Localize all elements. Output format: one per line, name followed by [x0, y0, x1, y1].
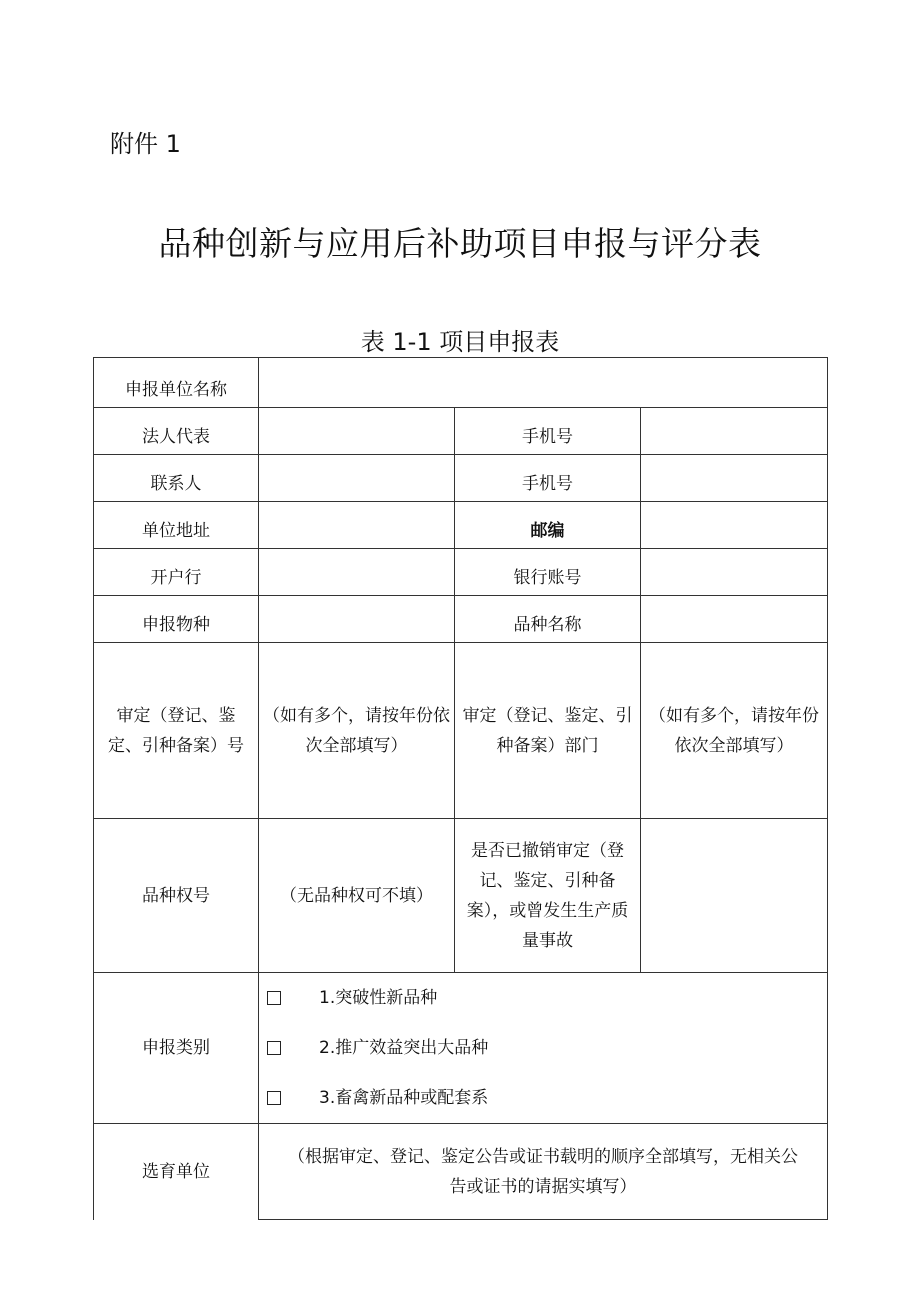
category-option[interactable]	[265, 973, 821, 1023]
checkbox[interactable]	[267, 1041, 281, 1055]
attachment-label: 附件 1	[110, 130, 181, 158]
approval-department-field[interactable]: （如有多个，请按年份依次全部填写）	[641, 643, 828, 819]
table-row	[94, 973, 828, 1124]
category-options	[259, 973, 828, 1124]
table-row	[94, 358, 828, 408]
address-label: 单位地址	[94, 502, 259, 549]
species-field[interactable]	[259, 596, 455, 643]
table-row	[94, 596, 828, 643]
table-row	[94, 643, 828, 819]
category-option[interactable]	[265, 1023, 821, 1073]
table-title: 表 1-1 项目申报表	[360, 328, 560, 356]
legal-rep-phone-field[interactable]	[641, 408, 828, 455]
table-row	[94, 455, 828, 502]
address-field[interactable]	[259, 502, 455, 549]
breeder-label: 选育单位	[94, 1124, 259, 1220]
legal-rep-phone-label: 手机号	[455, 408, 641, 455]
page-title: 品种创新与应用后补助项目申报与评分表	[158, 224, 762, 263]
bank-label: 开户行	[94, 549, 259, 596]
category-label: 申报类别	[94, 973, 259, 1124]
postcode-field[interactable]	[641, 502, 828, 549]
category-option[interactable]	[265, 1073, 821, 1123]
checkbox[interactable]	[267, 1091, 281, 1105]
pvr-number-label: 品种权号	[94, 819, 259, 973]
contact-field[interactable]	[259, 455, 455, 502]
variety-name-label: 品种名称	[455, 596, 641, 643]
breeder-hint-line: （根据审定、登记、鉴定公告或证书载明的顺序全部填写，无相关公	[288, 1146, 798, 1167]
approval-department-label: 审定（登记、鉴定、引种备案）部门	[455, 643, 641, 819]
applicant-label: 申报单位名称	[94, 358, 259, 408]
category-option-label: 2.推广效益突出大品种	[319, 1038, 489, 1058]
table-row	[94, 502, 828, 549]
revocation-accident-label: 是否已撤销审定（登记、鉴定、引种备案），或曾发生生产质量事故	[455, 819, 641, 973]
postcode-label: 邮编	[455, 502, 641, 549]
table-row	[94, 549, 828, 596]
contact-label: 联系人	[94, 455, 259, 502]
bank-field[interactable]	[259, 549, 455, 596]
checkbox[interactable]	[267, 991, 281, 1005]
approval-number-label: 审定（登记、鉴定、引种备案）号	[94, 643, 259, 819]
variety-name-field[interactable]	[641, 596, 828, 643]
table-row	[94, 408, 828, 455]
legal-rep-label: 法人代表	[94, 408, 259, 455]
breeder-field[interactable]	[259, 1124, 828, 1220]
table-row	[94, 1124, 828, 1220]
category-option-label: 1.突破性新品种	[319, 988, 438, 1008]
contact-phone-field[interactable]	[641, 455, 828, 502]
category-option-label: 3.畜禽新品种或配套系	[319, 1088, 489, 1108]
bank-account-field[interactable]	[641, 549, 828, 596]
bank-account-label: 银行账号	[455, 549, 641, 596]
table-row	[94, 819, 828, 973]
revocation-accident-field[interactable]	[641, 819, 828, 973]
application-form-table	[93, 357, 828, 1220]
breeder-hint-line: 告或证书的请据实填写）	[449, 1176, 637, 1197]
approval-number-field[interactable]: （如有多个，请按年份依次全部填写）	[259, 643, 455, 819]
applicant-field[interactable]	[259, 358, 828, 408]
pvr-number-field[interactable]: （无品种权可不填）	[259, 819, 455, 973]
legal-rep-field[interactable]	[259, 408, 455, 455]
species-label: 申报物种	[94, 596, 259, 643]
contact-phone-label: 手机号	[455, 455, 641, 502]
